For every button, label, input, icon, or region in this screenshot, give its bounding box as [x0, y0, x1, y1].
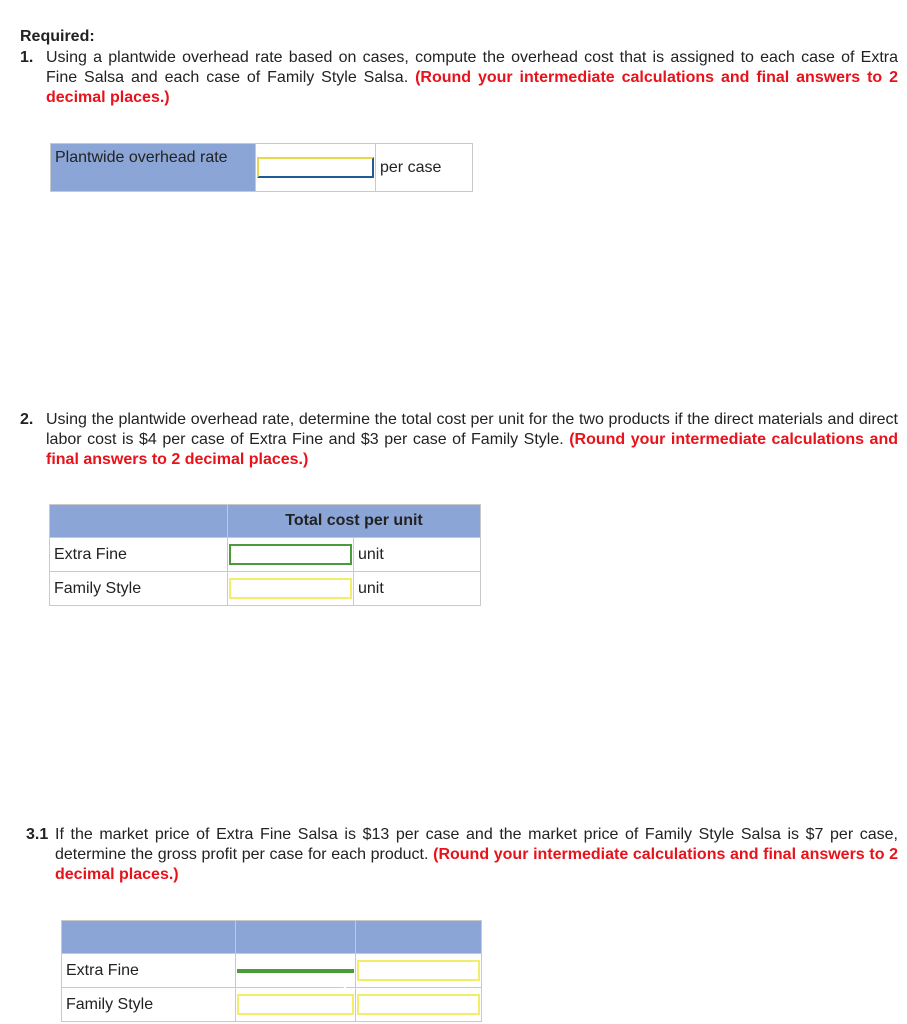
gp-family-style-value-cell	[356, 988, 482, 1022]
extra-fine-label: Extra Fine	[50, 538, 228, 572]
question-2-rounding-note: (Round your intermediate calculations and final answers to 2 decimal places.)	[46, 431, 898, 468]
family-style-cost-unit: unit	[354, 572, 481, 606]
question-1	[20, 48, 898, 108]
total-cost-table	[49, 504, 481, 606]
table-row	[50, 572, 481, 606]
gross-profit-header-blank	[62, 921, 236, 954]
plantwide-rate-cell	[256, 144, 376, 192]
table-row	[62, 954, 482, 988]
gp-extra-fine-select[interactable]	[237, 969, 354, 973]
required-heading: Required:	[20, 28, 95, 45]
gp-family-style-label: Family Style	[62, 988, 236, 1022]
question-1-number: 1.	[20, 49, 34, 66]
question-1-text: Using a plantwide overhead rate based on cases, compute the overhead cost that is assigned to each case of Extra Fine Salsa and each case of Family Style Salsa.	[46, 49, 898, 86]
question-2-number: 2.	[20, 411, 34, 428]
gp-extra-fine-select-cell	[236, 954, 356, 988]
gross-profit-table	[61, 920, 482, 1022]
gp-extra-fine-input[interactable]	[357, 960, 480, 981]
question-3-1	[26, 825, 898, 885]
plantwide-rate-table	[50, 143, 473, 192]
plantwide-rate-unit: per case	[376, 144, 473, 192]
gross-profit-header-col2	[356, 921, 482, 954]
family-style-cost-cell	[228, 572, 354, 606]
family-style-cost-input[interactable]	[229, 578, 352, 599]
question-2	[20, 410, 898, 470]
plantwide-rate-label: Plantwide overhead rate	[51, 144, 256, 192]
table-row	[62, 988, 482, 1022]
question-2-text: Using the plantwide overhead rate, determine the total cost per unit for the two products if the direct materials and direct labor cost is $4 per case of Extra Fine and $3 per case of Family Style.	[46, 411, 898, 448]
total-cost-header: Total cost per unit	[228, 505, 481, 538]
extra-fine-cost-cell	[228, 538, 354, 572]
gross-profit-header-col1	[236, 921, 356, 954]
gp-extra-fine-label: Extra Fine	[62, 954, 236, 988]
gp-family-style-select[interactable]	[237, 994, 354, 1015]
gp-family-style-select-cell	[236, 988, 356, 1022]
plantwide-rate-input[interactable]	[257, 157, 374, 178]
total-cost-header-blank	[50, 505, 228, 538]
extra-fine-cost-input[interactable]	[229, 544, 352, 565]
question-3-1-number: 3.1	[26, 826, 49, 843]
question-3-1-text: If the market price of Extra Fine Salsa is $13 per case and the market price of Family Style Salsa is $7 per case, determine the gross profit per case for each product.	[55, 826, 898, 863]
gp-family-style-input[interactable]	[357, 994, 480, 1015]
table-row	[50, 538, 481, 572]
question-1-rounding-note: (Round your intermediate calculations and final answers to 2 decimal places.)	[46, 69, 899, 106]
gp-extra-fine-value-cell	[356, 954, 482, 988]
family-style-label: Family Style	[50, 572, 228, 606]
extra-fine-cost-unit: unit	[354, 538, 481, 572]
question-3-1-rounding-note: (Round your intermediate calculations and final answers to 2 decimal places.)	[55, 846, 899, 883]
